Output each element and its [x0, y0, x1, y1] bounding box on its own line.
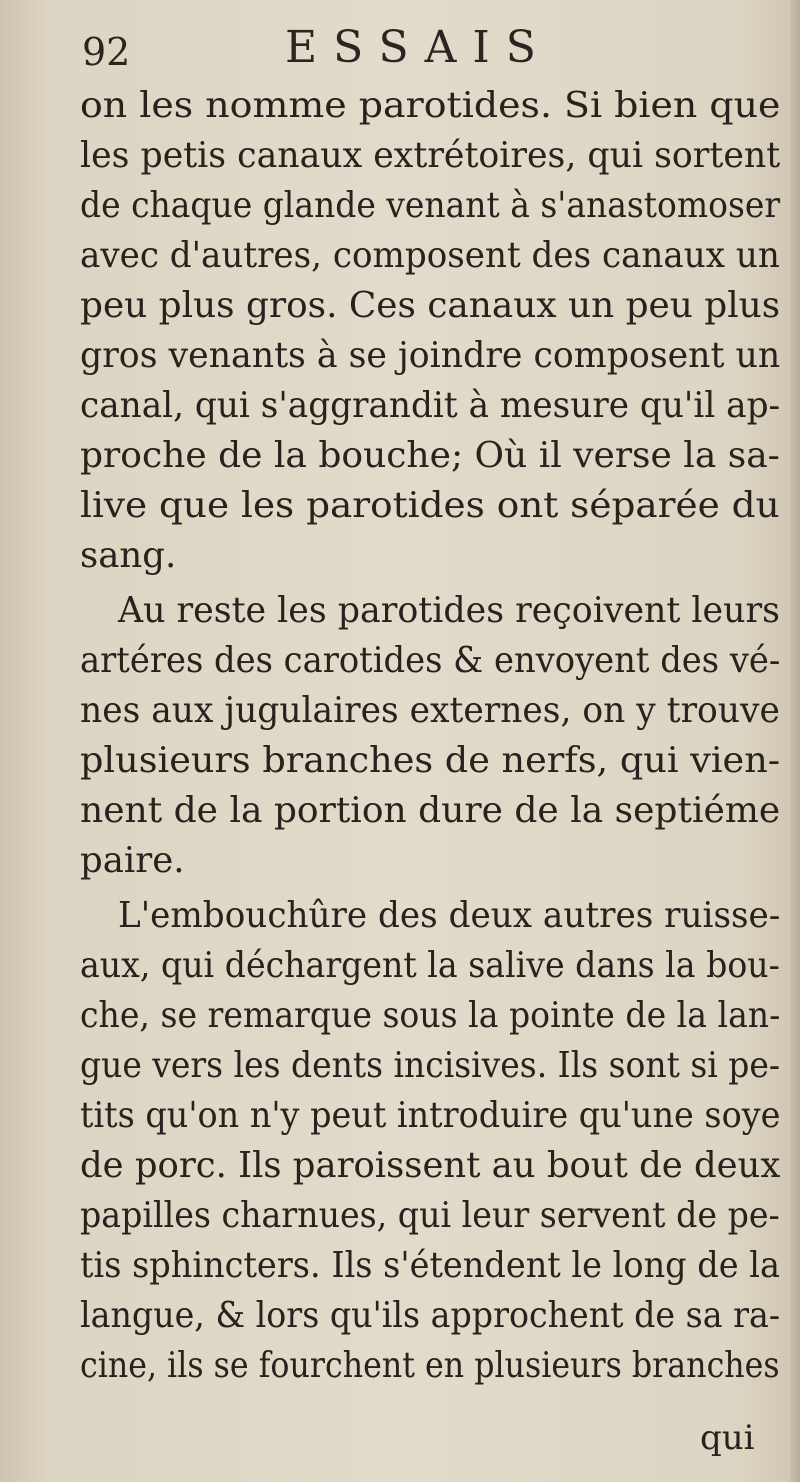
text-line: aux, qui déchargent la salive dans la bou-	[80, 945, 780, 986]
text-line: paire.	[80, 840, 185, 881]
text-line: proche de la bouche; Où il verse la sa-	[80, 435, 780, 476]
text-line: avec d'autres, composent des canaux un	[80, 235, 780, 276]
text-line: plusieurs branches de nerfs, qui vien-	[80, 740, 781, 781]
page-header	[0, 22, 800, 82]
text-line: tits qu'on n'y peut introduire qu'une soye	[80, 1095, 781, 1136]
paragraph-start-line: L'embouchûre des deux autres ruisse-	[118, 895, 781, 936]
catchword: qui	[700, 1418, 755, 1458]
text-line: nent de la portion dure de la septiéme	[80, 790, 781, 831]
text-line: cine, ils se fourchent en plusieurs branches	[80, 1345, 780, 1386]
text-line: gue vers les dents incisives. Ils sont si pe-	[80, 1045, 780, 1086]
page-edge	[790, 0, 800, 1482]
text-line: papilles charnues, qui leur servent de pe-	[80, 1195, 780, 1236]
text-line: on les nomme parotides. Si bien que	[80, 85, 781, 126]
text-line: tis sphincters. Ils s'étendent le long de la	[80, 1245, 780, 1286]
text-line: sang.	[80, 535, 177, 576]
text-line: les petis canaux extrétoires, qui sortent	[80, 135, 781, 176]
paragraph-start-line: Au reste les parotides reçoivent leurs	[118, 590, 780, 631]
page-number: 92	[82, 30, 131, 74]
text-line: artéres des carotides & envoyent des vé-	[80, 640, 781, 681]
text-line: live que les parotides ont séparée du	[80, 485, 780, 526]
text-line: langue, & lors qu'ils approchent de sa ra-	[80, 1295, 781, 1336]
text-line: nes aux jugulaires externes, on y trouve	[80, 690, 780, 731]
text-line: che, se remarque sous la pointe de la lan-	[80, 995, 781, 1036]
text-line: canal, qui s'aggrandit à mesure qu'il ap-	[80, 385, 781, 426]
text-line: de porc. Ils paroissent au bout de deux	[80, 1145, 781, 1186]
text-line: de chaque glande venant à s'anastomoser	[80, 185, 781, 226]
running-head: ESSAIS	[285, 22, 552, 73]
text-line: gros venants à se joindre composent un	[80, 335, 781, 376]
text-line: peu plus gros. Ces canaux un peu plus	[80, 285, 781, 326]
